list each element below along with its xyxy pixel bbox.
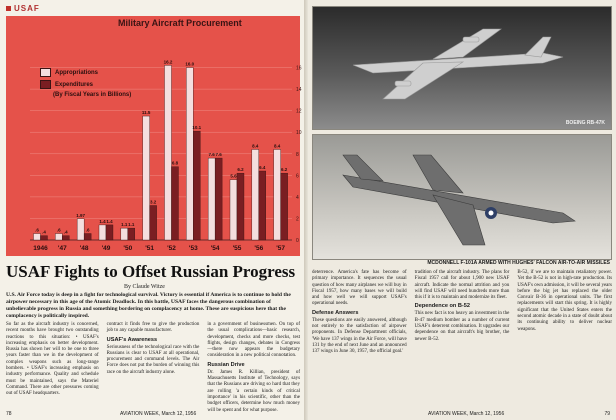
appropriations-value-label: 16.0 <box>185 61 195 67</box>
right-column-3-text: B-52, if we are to maintain retaliatory power. Yet the B-52 is not in high-rate production. Its USAF's own admission, it will be several years before the big jet has replaced the older Convair B-36 in operational units. The first replacements will start this spring. <box>517 270 613 307</box>
right-column-2-text: tradition of the aircraft industry. The plans for Fiscal 1957 call for about 1,900 new USAF aircraft. Indicate the normal attrition and you will find USAF will need hundreds more than this if it is to maintain and modernize its fleet. <box>414 270 510 301</box>
y-tick-label: 4 <box>296 194 299 201</box>
expenditures-value-label: 6.2 <box>237 167 244 173</box>
right-column-3 <box>517 270 612 410</box>
x-tick-label: '50 <box>123 245 133 252</box>
photo-caption-f101a: MCDONNELL F-101A ARMED WITH HUGHES' FALCON AIR-TO-AIR MISSILES <box>427 260 610 266</box>
right-columns <box>312 270 612 410</box>
legend-swatch-expenditures <box>40 80 51 89</box>
left-columns <box>6 322 300 412</box>
legend-label-expenditures: Expenditures <box>55 81 94 88</box>
section-marker <box>6 6 11 11</box>
legend-note: (By Fiscal Years in Billions) <box>53 92 132 98</box>
folio-left: 78 <box>6 411 12 417</box>
appropriations-value-label: 8.4 <box>252 143 259 149</box>
appropriations-value-label: 1.97 <box>76 212 86 218</box>
appropriations-value-label: 1.1 <box>121 222 128 228</box>
right-column-1-text-b: These questions are easily answered, although not entirely to the satisfaction of airpower proponents. In Defense Department officials, 'We have 137 wings in the Air Force, will have 131 by the end of next June and an announced 137 wings in June 30, 1957, the official goal.' <box>312 317 407 355</box>
appropriations-value-label: 16.2 <box>163 59 173 65</box>
right-column-1 <box>312 270 407 410</box>
appropriations-bar <box>208 158 215 240</box>
left-column-3 <box>207 322 300 412</box>
subhead-dependence-b52: Dependence on B-52 <box>414 303 471 310</box>
y-tick-label: 0 <box>296 238 299 244</box>
running-head-label: USAF <box>14 4 40 13</box>
expenditures-value-label: 7.6 <box>215 152 222 158</box>
expenditures-bar <box>171 167 178 240</box>
x-tick-label: '48 <box>79 245 89 252</box>
y-tick-label: 8 <box>296 151 299 158</box>
expenditures-value-label: 6.4 <box>259 165 266 171</box>
y-tick-label: 6 <box>296 173 299 180</box>
y-tick-label: 16 <box>296 65 302 72</box>
right-column-1-text: deterrence. America's fate has become of primary importance. It sequences the usual question of how many airplanes we will buy in Fiscal 1957, how many bases we will build and how well we will support USAF's operational needs. <box>312 270 407 307</box>
x-tick-label: '57 <box>276 245 286 252</box>
article-headline: USAF Fights to Offset Russian Progress <box>6 262 296 281</box>
appropriations-value-label: 7.6 <box>208 152 215 158</box>
x-tick-label: '56 <box>254 245 264 252</box>
expenditures-bar <box>62 236 69 240</box>
expenditures-bar <box>237 173 244 240</box>
subhead-defense-answers: Defense Answers <box>312 309 359 316</box>
x-tick-label: '49 <box>101 245 111 252</box>
article-byline: By Claude Witze <box>124 284 165 290</box>
photo-caption-rb47k: BOEING RB-47K <box>565 120 605 126</box>
f101-aircraft-illustration <box>313 135 611 259</box>
chart-legend <box>40 68 131 101</box>
chart-title: Military Aircraft Procurement <box>118 18 242 28</box>
expenditures-value-label: 6.8 <box>171 160 179 166</box>
running-head <box>6 4 40 13</box>
subhead-russian-drive: Russian Drive <box>207 361 245 368</box>
expenditures-value-label: 1.4 <box>106 218 113 224</box>
y-tick-label: 14 <box>296 87 302 94</box>
expenditures-bar <box>259 171 266 240</box>
left-column-3-text-b: Dr. James R. Killian, president of Massachusetts Institute of Technology, says that the Russians are driving so hard that they are rolling 'a certain kinds of critical importance' in his scientific, other than the budget officers, determine how much money will be spent and for what purpose. <box>207 369 301 413</box>
appropriations-bar <box>274 149 281 240</box>
appropriations-value-label: 8.4 <box>274 143 281 149</box>
left-column-2-text-b: Seriousness of the technological race with the Russians is clear to USAF at all operational, procurement and command levels. The Air Force does not put the burden of winning this race on the aircraft industry alone. <box>106 344 200 375</box>
legend-label-appropriations: Appropriations <box>55 69 98 76</box>
expenditures-value-label: 1.1 <box>128 222 135 228</box>
appropriations-value-label: 5.6 <box>230 173 237 179</box>
right-column-3-text-b: It is highly significant that the United States enters the second atomic decade in a state of doubt about its continuing ability to deliver nuclear weapons. <box>517 301 613 332</box>
right-column-2-text-b: This new fact is too heavy an investment in the B-47 medium bomber as a number of current USAF's deterrent combination. It upgrades our dependence on that aircraft's big brother, the newer B-52. <box>414 311 510 342</box>
photo-boeing-rb47k <box>312 6 612 130</box>
left-column-1-text: So far as the aircraft industry is concerned, recent months have brought two outstanding reactions to this situation: • USAF's increasing emphasis on better development. Russia has shown her will to be one to three years faster than we in the development of complex weapons such as long-range bombers. • USAF's increasing emphasis on industry performance. Quality and schedule must be maintained, says the Materiel Command. There are other pressures coming out of USAF headquarters. <box>6 322 99 397</box>
expenditures-value-label: .4 <box>42 229 46 235</box>
x-tick-label: 1946 <box>33 245 48 252</box>
appropriations-bar <box>143 116 150 240</box>
appropriations-value-label: .6 <box>56 227 61 233</box>
appropriations-bar <box>164 65 171 240</box>
appropriations-bar <box>33 234 40 240</box>
expenditures-value-label: 10.1 <box>192 125 202 131</box>
appropriations-bar <box>252 149 259 240</box>
appropriations-bar <box>230 180 237 240</box>
left-page <box>0 0 304 420</box>
expenditures-bar <box>193 131 200 240</box>
x-tick-label: '47 <box>57 245 67 252</box>
appropriations-value-label: .6 <box>35 227 39 233</box>
x-tick-label: '52 <box>167 245 176 252</box>
expenditures-bar <box>40 236 47 240</box>
expenditures-value-label: 6.2 <box>281 167 288 173</box>
right-page <box>308 0 616 420</box>
x-tick-label: '55 <box>232 245 242 252</box>
expenditures-bar <box>281 173 288 240</box>
legend-appropriations <box>40 68 131 77</box>
appropriations-bar <box>77 219 84 240</box>
folio-right: 79 <box>604 411 610 417</box>
left-column-3-text: in a government of businessmen. On top of the usual complications—basic research, development, checks and more checks, test flights, design changes, debates in Congress—there now appears the budgetary consideration in a new political connotation. <box>207 322 301 359</box>
y-tick-label: 2 <box>296 216 299 223</box>
x-tick-label: '53 <box>188 245 198 252</box>
expenditures-value-label: .6 <box>85 227 90 233</box>
footer-right: AVIATION WEEK, March 12, 1956 <box>428 411 505 417</box>
legend-expenditures <box>40 80 131 89</box>
left-column-2 <box>107 322 200 412</box>
appropriations-bar <box>55 234 62 240</box>
expenditures-value-label: .4 <box>63 229 68 235</box>
appropriations-bar <box>121 228 128 240</box>
expenditures-value-label: 3.2 <box>150 199 157 205</box>
photo-mcdonnell-f101a <box>312 134 612 260</box>
x-tick-label: '51 <box>145 245 155 252</box>
y-tick-label: 12 <box>296 108 302 115</box>
y-tick-label: 10 <box>296 130 302 137</box>
expenditures-bar <box>150 206 157 240</box>
right-column-2 <box>415 270 510 410</box>
expenditures-bar <box>106 225 113 240</box>
appropriations-bar <box>99 225 106 240</box>
left-column-2-text: contract it finds free to give the production job to any capable manufacturer. <box>106 322 200 334</box>
subhead-usaf-awareness: USAF's Awareness <box>106 336 158 343</box>
appropriations-bar <box>186 68 193 240</box>
article-deck: U.S. Air Force today is deep in a fight for technological survival. Victory is essential if America is to continue to hold the airpower necessary in this age of the Atomic Deadlock. In this battle, USAF faces the dangerous combination of unbelievable progress in Russia and something bordering on complacency at home. These are suspicious here that the complacency is politically inspired. <box>6 292 291 319</box>
legend-swatch-appropriations <box>40 68 51 77</box>
x-tick-label: '54 <box>210 245 220 252</box>
expenditures-bar <box>128 228 135 240</box>
appropriations-value-label: 11.5 <box>141 110 151 116</box>
rb47-aircraft-illustration <box>313 7 611 129</box>
footer-left: AVIATION WEEK, March 12, 1956 <box>120 411 197 417</box>
expenditures-bar <box>84 234 91 240</box>
expenditures-bar <box>215 158 222 240</box>
appropriations-value-label: 1.4 <box>99 218 106 224</box>
procurement-chart <box>6 16 300 256</box>
left-column-1 <box>6 322 99 412</box>
